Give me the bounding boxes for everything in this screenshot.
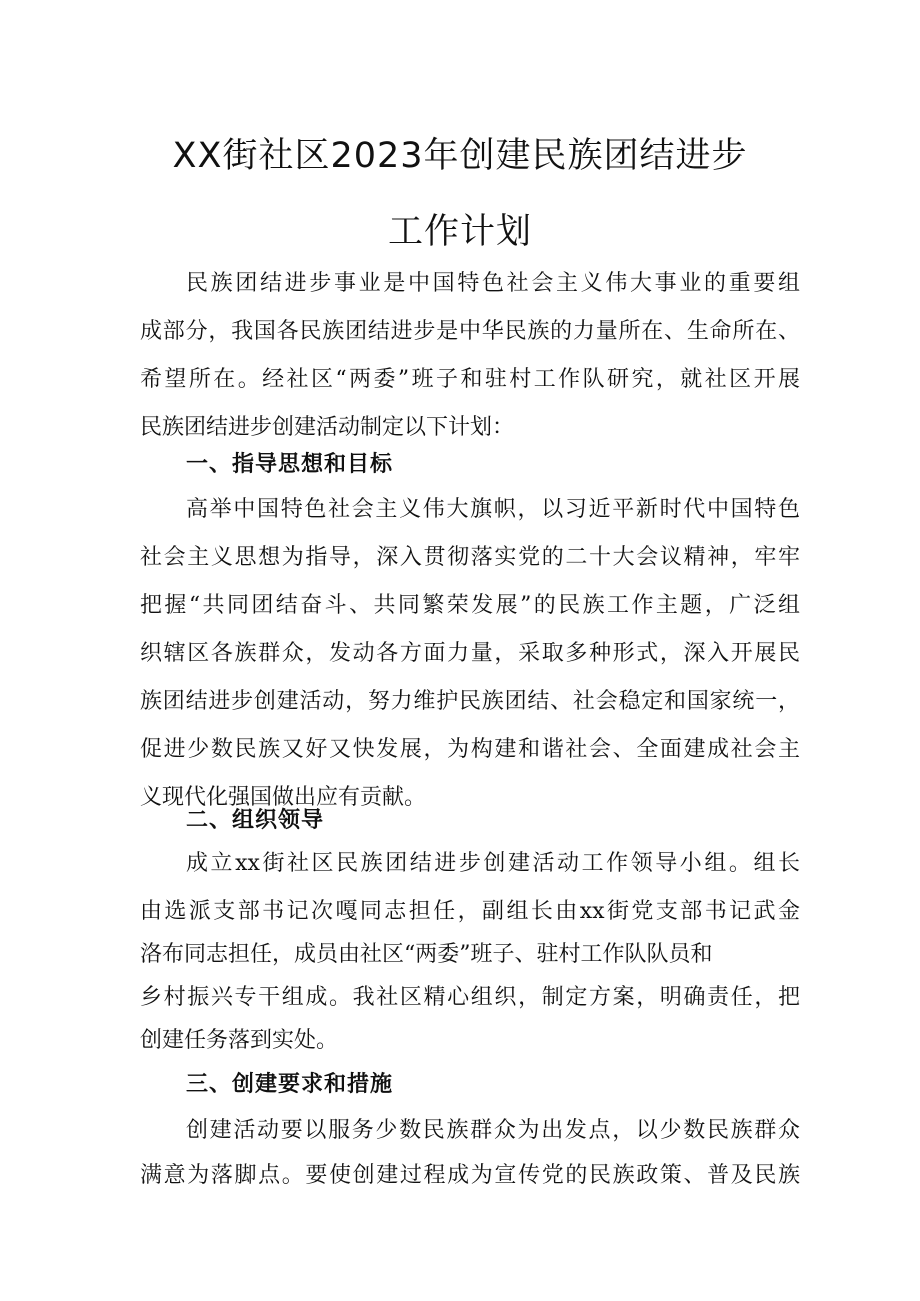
section1-line: 高举中国特色社会主义伟大旗帜，以习近平新时代中国特色: [186, 497, 800, 522]
section1-line: 织辖区各族群众，发动各方面力量，采取多种形式，深入开展民: [140, 641, 800, 666]
section1-line: 促进少数民族又好又快发展，为构建和谐社会、全面建成社会主: [140, 737, 800, 762]
section-heading-organization: 二、组织领导: [186, 808, 325, 833]
intro-line: 成部分，我国各民族团结进步是中华民族的力量所在、生命所在、: [140, 319, 800, 344]
section2-line: 创建任务落到实处。: [140, 1028, 339, 1053]
section2-line: 乡村振兴专干组成。我社区精心组织，制定方案，明确责任，把: [140, 985, 800, 1010]
section2-line: 由选派支部书记次嘎同志担任，副组长由xx街党支部书记武金: [140, 899, 800, 924]
section3-line: 创建活动要以服务少数民族群众为出发点，以少数民族群众: [186, 1118, 800, 1143]
section-heading-requirements: 三、创建要求和措施: [186, 1072, 394, 1097]
section2-line: 成立xx街社区民族团结进步创建活动工作领导小组。组长: [186, 851, 800, 876]
intro-line: 民族团结进步事业是中国特色社会主义伟大事业的重要组: [186, 271, 800, 296]
intro-line: 希望所在。经社区“两委”班子和驻村工作队研究，就社区开展: [140, 367, 800, 392]
section3-line: 满意为落脚点。要使创建过程成为宣传党的民族政策、普及民族: [140, 1163, 800, 1188]
section1-line: 社会主义思想为指导，深入贯彻落实党的二十大会议精神，牢牢: [140, 545, 800, 570]
document-title-line-2: 工作计划: [387, 212, 532, 252]
document-title-line-1: XX街社区2023年创建民族团结进步: [172, 136, 748, 176]
section-heading-guiding-ideology: 一、指导思想和目标: [186, 452, 394, 477]
section1-line: 族团结进步创建活动，努力维护民族团结、社会稳定和国家统一，: [140, 689, 800, 714]
section1-line: 把握“共同团结奋斗、共同繁荣发展”的民族工作主题，广泛组: [140, 593, 800, 618]
section1-line: 义现代化强国做出应有贡献。: [140, 785, 427, 810]
intro-line: 民族团结进步创建活动制定以下计划：: [140, 415, 515, 440]
section2-line: 洛布同志担任，成员由社区“两委”班子、驻村工作队队员和: [140, 942, 713, 967]
